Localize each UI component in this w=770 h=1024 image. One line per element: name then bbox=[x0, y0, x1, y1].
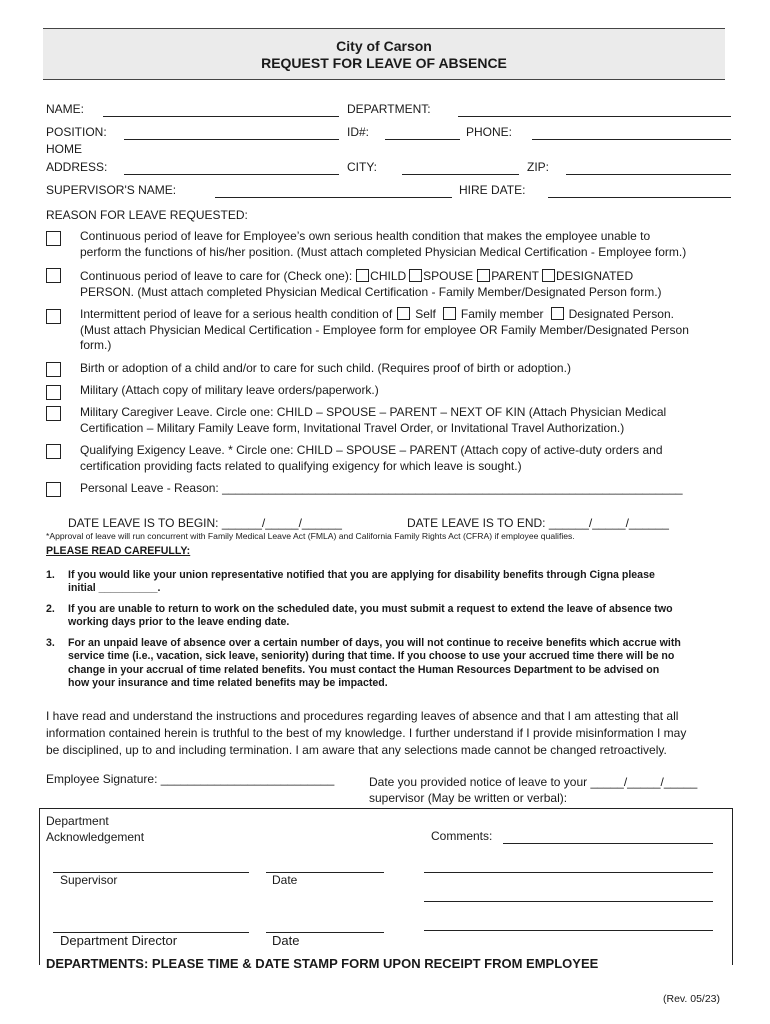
reason-checkbox-military[interactable] bbox=[46, 385, 61, 400]
reason-military-caregiver: Military Caregiver Leave. Circle one: CHILD – SPOUSE – PARENT – NEXT OF KIN (Attach Physician Medical Certification – Military Family Leave form, Invitational Travel Order, or Invitational Travel Authorization.) bbox=[80, 405, 667, 435]
reason-checkbox-own-health[interactable] bbox=[46, 231, 61, 246]
reason-checkbox-intermittent[interactable] bbox=[46, 309, 61, 324]
revision-label: (Rev. 05/23) bbox=[663, 993, 720, 1005]
instruction-return: If you are unable to return to work on the scheduled date, you must submit a request to extend the leave of absence two working days prior to the leave ending date. bbox=[68, 603, 673, 629]
date-end[interactable]: DATE LEAVE IS TO END: ______/_____/______ bbox=[407, 516, 669, 530]
address-field[interactable] bbox=[124, 174, 339, 175]
employee-signature-field[interactable]: Employee Signature: __________________________ bbox=[46, 772, 335, 786]
zip-label: ZIP: bbox=[527, 160, 550, 174]
designated-checkbox[interactable] bbox=[542, 269, 555, 282]
designated-person-checkbox[interactable] bbox=[551, 307, 564, 320]
phone-field[interactable] bbox=[532, 139, 731, 140]
home-label: HOME bbox=[46, 142, 82, 156]
dept-ack-label: Department Acknowledgement bbox=[46, 814, 145, 844]
phone-label: PHONE: bbox=[466, 125, 513, 139]
parent-checkbox[interactable] bbox=[477, 269, 490, 282]
reason-care-family: Continuous period of leave to care for (Check one): CHILD SPOUSE PARENT DESIGNATED PERSON. (Must attach completed Physician Medical Certification - Family Member/Designated Person form.) bbox=[80, 269, 662, 299]
item-number: 3. bbox=[46, 637, 55, 649]
attestation: I have read and understand the instructions and procedures regarding leaves of absence and that I am attesting that all information contained herein is truthful to the best of my knowledge. I further understand if I provide misinformation I may be disciplined, up to and including termination. I am aware that any selections made cannot be changed retroactively. bbox=[46, 709, 687, 758]
item-number: 1. bbox=[46, 569, 55, 581]
hire-date-field[interactable] bbox=[548, 197, 731, 198]
item-number: 2. bbox=[46, 603, 55, 615]
spouse-checkbox[interactable] bbox=[409, 269, 422, 282]
approval-note: *Approval of leave will run concurrent with Family Medical Leave Act (FMLA) and California Family Rights Act (CFRA) if employee qualifies. bbox=[46, 531, 575, 541]
reason-checkbox-birth-adoption[interactable] bbox=[46, 362, 61, 377]
child-checkbox[interactable] bbox=[356, 269, 369, 282]
position-label: POSITION: bbox=[46, 125, 107, 139]
reason-checkbox-qualifying-exigency[interactable] bbox=[46, 444, 61, 459]
reason-birth-adoption: Birth or adoption of a child and/or to care for such child. (Requires proof of birth or adoption.) bbox=[80, 361, 571, 375]
department-field[interactable] bbox=[458, 116, 731, 117]
please-read-heading: PLEASE READ CAREFULLY: bbox=[46, 545, 191, 557]
director-label: Department Director bbox=[60, 933, 178, 948]
instruction-unpaid: For an unpaid leave of absence over a certain number of days, you will not continue to receive benefits which accrue with service time (i.e., vacation, sick leave, seniority) during that time. If you choose to use your accrued time there will be no change in your accrual of time related benefits. You must contact the Human Resources Department to be advised on how your insurance and time related benefits may be impacted. bbox=[68, 637, 681, 689]
form-title: REQUEST FOR LEAVE OF ABSENCE bbox=[261, 55, 507, 71]
supervisor-name-label: SUPERVISOR'S NAME: bbox=[46, 183, 177, 197]
reason-qualifying-exigency: Qualifying Exigency Leave. * Circle one: CHILD – SPOUSE – PARENT (Attach copy of active-duty orders and certification providing facts related to qualifying exigency for which leave is sought.) bbox=[80, 443, 663, 473]
supervisor-label: Supervisor bbox=[60, 873, 118, 887]
notice-date[interactable]: Date you provided notice of leave to your _____/_____/_____ supervisor (May be written or verbal): bbox=[369, 775, 698, 805]
form-header bbox=[43, 28, 725, 80]
reason-military: Military (Attach copy of military leave orders/paperwork.) bbox=[80, 383, 379, 397]
comments-line[interactable] bbox=[424, 872, 713, 873]
instruction-union: If you would like your union representative notified that you are applying for disability benefits through Cigna please initial __________. bbox=[68, 569, 655, 595]
org-name: City of Carson bbox=[336, 38, 432, 54]
family-member-checkbox[interactable] bbox=[443, 307, 456, 320]
reason-checkbox-care-family[interactable] bbox=[46, 268, 61, 283]
stamp-notice: DEPARTMENTS: PLEASE TIME & DATE STAMP FORM UPON RECEIPT FROM EMPLOYEE bbox=[46, 956, 599, 971]
city-field[interactable] bbox=[402, 174, 519, 175]
reason-checkbox-personal[interactable] bbox=[46, 482, 61, 497]
reason-intermittent: Intermittent period of leave for a serious health condition of Self Family member Designated Person. (Must attach Physician Medical Certification - Employee form for employee OR Family Member/Designated Person form.) bbox=[80, 307, 689, 352]
supervisor-name-field[interactable] bbox=[215, 197, 452, 198]
comments-label: Comments: bbox=[431, 829, 493, 843]
id-field[interactable] bbox=[385, 139, 460, 140]
zip-field[interactable] bbox=[566, 174, 731, 175]
address-label: ADDRESS: bbox=[46, 160, 108, 174]
self-checkbox[interactable] bbox=[397, 307, 410, 320]
name-label: NAME: bbox=[46, 102, 85, 116]
reason-heading: REASON FOR LEAVE REQUESTED: bbox=[46, 208, 248, 222]
position-field[interactable] bbox=[124, 139, 339, 140]
comments-line[interactable] bbox=[503, 843, 713, 844]
reason-own-health: Continuous period of leave for Employee’s own serious health condition that makes the employee unable to perform the functions of his/her position. (Must attach completed Physician Medical Certification - Employee form.) bbox=[80, 229, 687, 259]
director-date-label: Date bbox=[272, 933, 300, 948]
name-field[interactable] bbox=[103, 116, 339, 117]
reason-checkbox-military-caregiver[interactable] bbox=[46, 406, 61, 421]
comments-line[interactable] bbox=[424, 901, 713, 902]
reason-personal: Personal Leave - Reason: _____________________________________________________________________ bbox=[80, 481, 683, 495]
city-label: CITY: bbox=[347, 160, 378, 174]
supervisor-date-label: Date bbox=[272, 873, 298, 887]
date-begin[interactable]: DATE LEAVE IS TO BEGIN: ______/_____/______ bbox=[68, 516, 342, 530]
department-label: DEPARTMENT: bbox=[347, 102, 431, 116]
comments-line[interactable] bbox=[424, 930, 713, 931]
id-label: ID#: bbox=[347, 125, 370, 139]
hire-date-label: HIRE DATE: bbox=[459, 183, 526, 197]
